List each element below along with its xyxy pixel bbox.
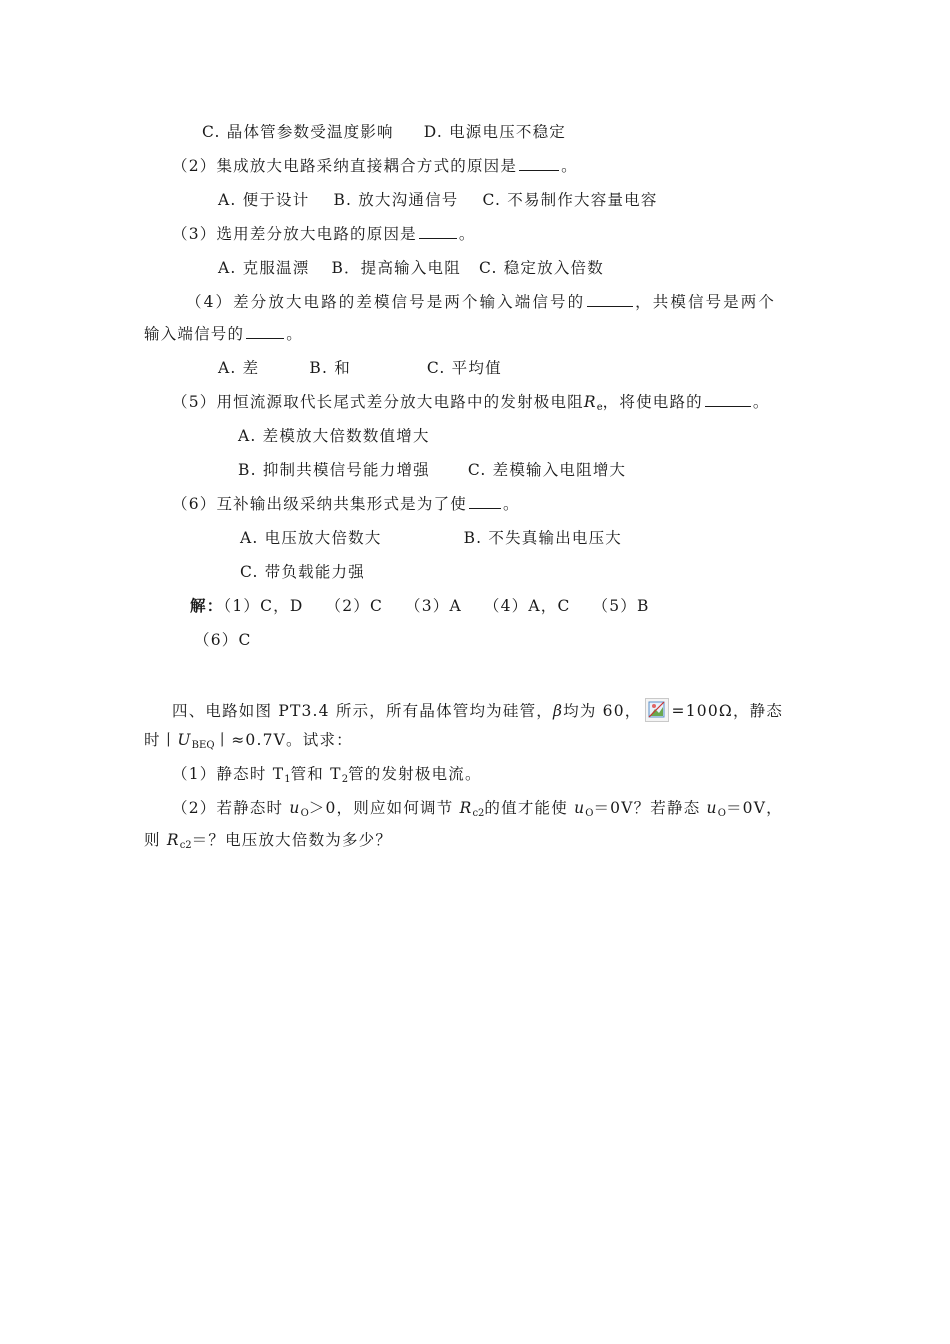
answer-line-2: （6）C	[194, 631, 252, 649]
q5-option-c: C. 差模输入电阻增大	[467, 461, 627, 479]
answer-blank	[705, 392, 751, 407]
answer-line: 解：（1）C，D （2）C （3）A （4）A，C （5）B	[190, 596, 650, 615]
q4-options-line	[218, 358, 502, 378]
q4-question-line2: 输入端信号的 。	[144, 325, 303, 343]
problem4-part1: （1）静态时 $T_1$管和 $T_2$管的发射极电流。	[172, 765, 482, 785]
q1-option-d: D. 电源电压不稳定	[423, 123, 566, 141]
q6-options-line	[240, 528, 622, 548]
q2-options-line	[218, 190, 658, 210]
q3-option-b: B．提高输入电阻	[331, 259, 461, 277]
q5-options-line	[238, 460, 626, 480]
q5-option-a: A. 差模放大倍数数值增大	[238, 427, 430, 445]
q2-option-b: B. 放大沟通信号	[333, 191, 459, 209]
problem4-line2: 时丨$U_{BEQ}$丨≈0.7V。试求：	[144, 731, 353, 751]
q4-option-c: C. 平均值	[426, 359, 502, 377]
problem4-part2-line2: 则 $R_{c2}=$？电压放大倍数为多少？	[144, 831, 393, 851]
answer-blank	[469, 494, 501, 509]
problem4-part2: （2）若静态时 $u_O>0$，则应如何调节 $R_{c2}$的值才能使 $u_O=0V$？若静态 $u_O=0V$，	[172, 799, 783, 819]
q3-option-c: C. 稳定放入倍数	[478, 259, 604, 277]
q1-option-c: C. 晶体管参数受温度影响	[202, 123, 394, 141]
q6-question: （6）互补输出级采纳共集形式是为了使 。	[172, 495, 520, 513]
answer-blank	[419, 224, 457, 239]
q4-option-a: A. 差	[218, 359, 260, 377]
answer-blank	[519, 156, 559, 171]
q2-option-c: C. 不易制作大容量电容	[482, 191, 658, 209]
q3-option-a: A. 克服温漂	[218, 259, 310, 277]
q3-options-line	[218, 258, 604, 278]
q5-question: （5）用恒流源取代长尾式差分放大电路中的发射极电阻$R_e$，将使电路的 。	[172, 393, 770, 413]
answer-blank	[246, 324, 284, 339]
q2-question: （2）集成放大电路采纳直接耦合方式的原因是 。	[172, 157, 578, 175]
answer-blank	[587, 292, 633, 307]
q3-question: （3）选用差分放大电路的原因是 。	[172, 225, 476, 243]
q2-option-a: A. 便于设计	[218, 191, 310, 209]
q4-question-line1: （4）差分放大电路的差模信号是两个输入端信号的 ，共模信号是两个	[186, 293, 776, 311]
q6-option-c: C. 带负载能力强	[240, 563, 365, 581]
q6-option-b: B. 不失真输出电压大	[463, 529, 623, 547]
q5-option-b: B. 抑制共模信号能力增强	[238, 461, 430, 479]
broken-image-icon	[645, 698, 669, 722]
q6-option-a: A. 电压放大倍数大	[240, 529, 382, 547]
q1-options-line	[202, 122, 566, 142]
answer-label: 解：	[190, 596, 224, 615]
q4-option-b: B. 和	[309, 359, 351, 377]
problem4-line1: 四、电路如图 PT3.4 所示，所有晶体管均为硅管，β均为 60， =100Ω，静态	[172, 698, 783, 722]
